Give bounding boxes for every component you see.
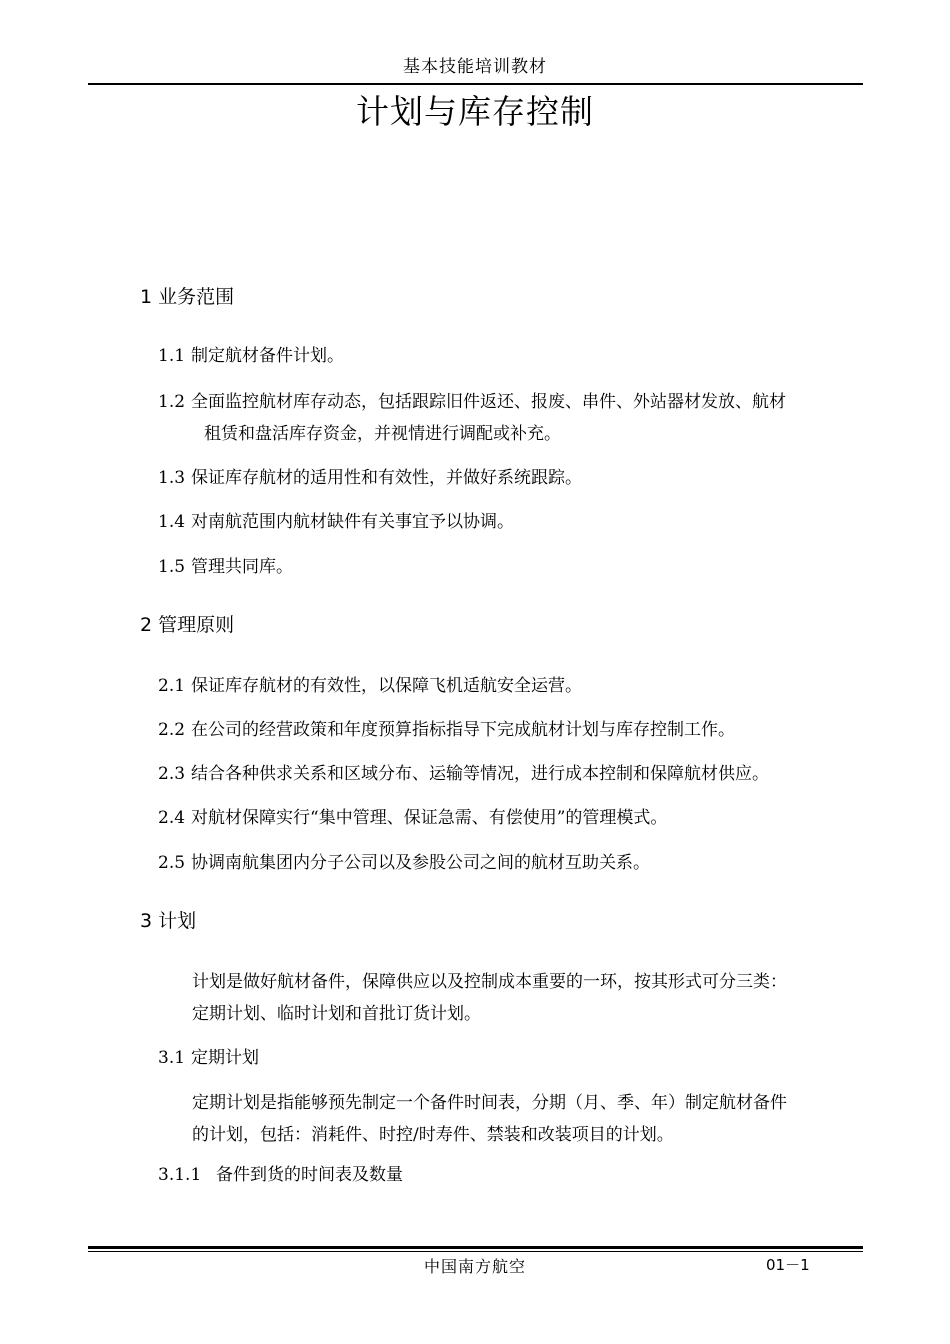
list-item [158, 847, 863, 879]
page-number: 01－1 [766, 1256, 810, 1274]
section-heading-1: 1 业务范围 [140, 286, 235, 308]
item-number: 3.1.1 [158, 1165, 202, 1185]
list-item [158, 386, 863, 450]
list-item [158, 462, 863, 494]
item-text: 保证库存航材的有效性，以保障飞机适航安全运营。 [191, 676, 582, 696]
item-text: 结合各种供求关系和区域分布、运输等情况，进行成本控制和保障航材供应。 [191, 764, 769, 784]
item-text: 在公司的经营政策和年度预算指标指导下完成航材计划与库存控制工作。 [191, 720, 735, 740]
section-heading-2: 2 管理原则 [140, 614, 235, 636]
document-title: 计划与库存控制 [356, 92, 594, 131]
footer-text: 中国南方航空 [423, 1257, 526, 1276]
item-text: 对航材保障实行“集中管理、保证急需、有偿使用”的管理模式。 [191, 808, 668, 828]
item-text: 管理共同库。 [191, 557, 293, 577]
item-number: 1.4 [158, 512, 186, 532]
list-item [158, 714, 863, 746]
paragraph-line: 定期计划是指能够预先制定一个备件时间表，分期（月、季、年）制定航材备件 [192, 1093, 787, 1113]
item-text: 协调南航集团内分子公司以及参股公司之间的航材互助关系。 [191, 853, 650, 873]
item-number: 2.4 [158, 808, 186, 828]
list-item [158, 506, 863, 538]
subsubsection-heading [158, 1159, 863, 1191]
header-rule [88, 83, 863, 85]
item-number: 2.2 [158, 720, 186, 740]
item-text-continued: 租赁和盘活库存资金，并视情进行调配或补充。 [204, 424, 561, 444]
subsection-paragraph [192, 1087, 862, 1151]
item-text: 制定航材备件计划。 [191, 346, 344, 366]
item-number: 3.1 [158, 1048, 186, 1068]
list-item [158, 551, 863, 583]
intro-paragraph [192, 966, 862, 1030]
item-number: 1.5 [158, 557, 186, 577]
item-text: 备件到货的时间表及数量 [216, 1165, 403, 1185]
list-item [158, 802, 863, 834]
item-text: 对南航范围内航材缺件有关事宜予以协调。 [191, 512, 514, 532]
item-number: 2.3 [158, 764, 186, 784]
paragraph-line: 定期计划、临时计划和首批订货计划。 [192, 1004, 481, 1024]
item-text: 定期计划 [191, 1048, 259, 1068]
footer-rule [88, 1246, 863, 1249]
running-header: 基本技能培训教材 [403, 57, 547, 77]
item-number: 1.2 [158, 392, 186, 412]
item-number: 1.1 [158, 346, 186, 366]
footer-rule-thin [88, 1251, 863, 1252]
item-number: 1.3 [158, 468, 186, 488]
item-number: 2.5 [158, 853, 186, 873]
list-item [158, 758, 863, 790]
subsection-heading [158, 1042, 863, 1074]
list-item [158, 340, 863, 372]
list-item [158, 670, 863, 702]
paragraph-line: 的计划，包括：消耗件、时控/时寿件、禁装和改装项目的计划。 [192, 1125, 674, 1145]
item-number: 2.1 [158, 676, 186, 696]
item-text: 保证库存航材的适用性和有效性，并做好系统跟踪。 [191, 468, 582, 488]
paragraph-line: 计划是做好航材备件，保障供应以及控制成本重要的一环，按其形式可分三类： [192, 972, 787, 992]
section-heading-3: 3 计划 [140, 910, 197, 932]
item-text: 全面监控航材库存动态，包括跟踪旧件返还、报废、串件、外站器材发放、航材 [191, 392, 786, 412]
